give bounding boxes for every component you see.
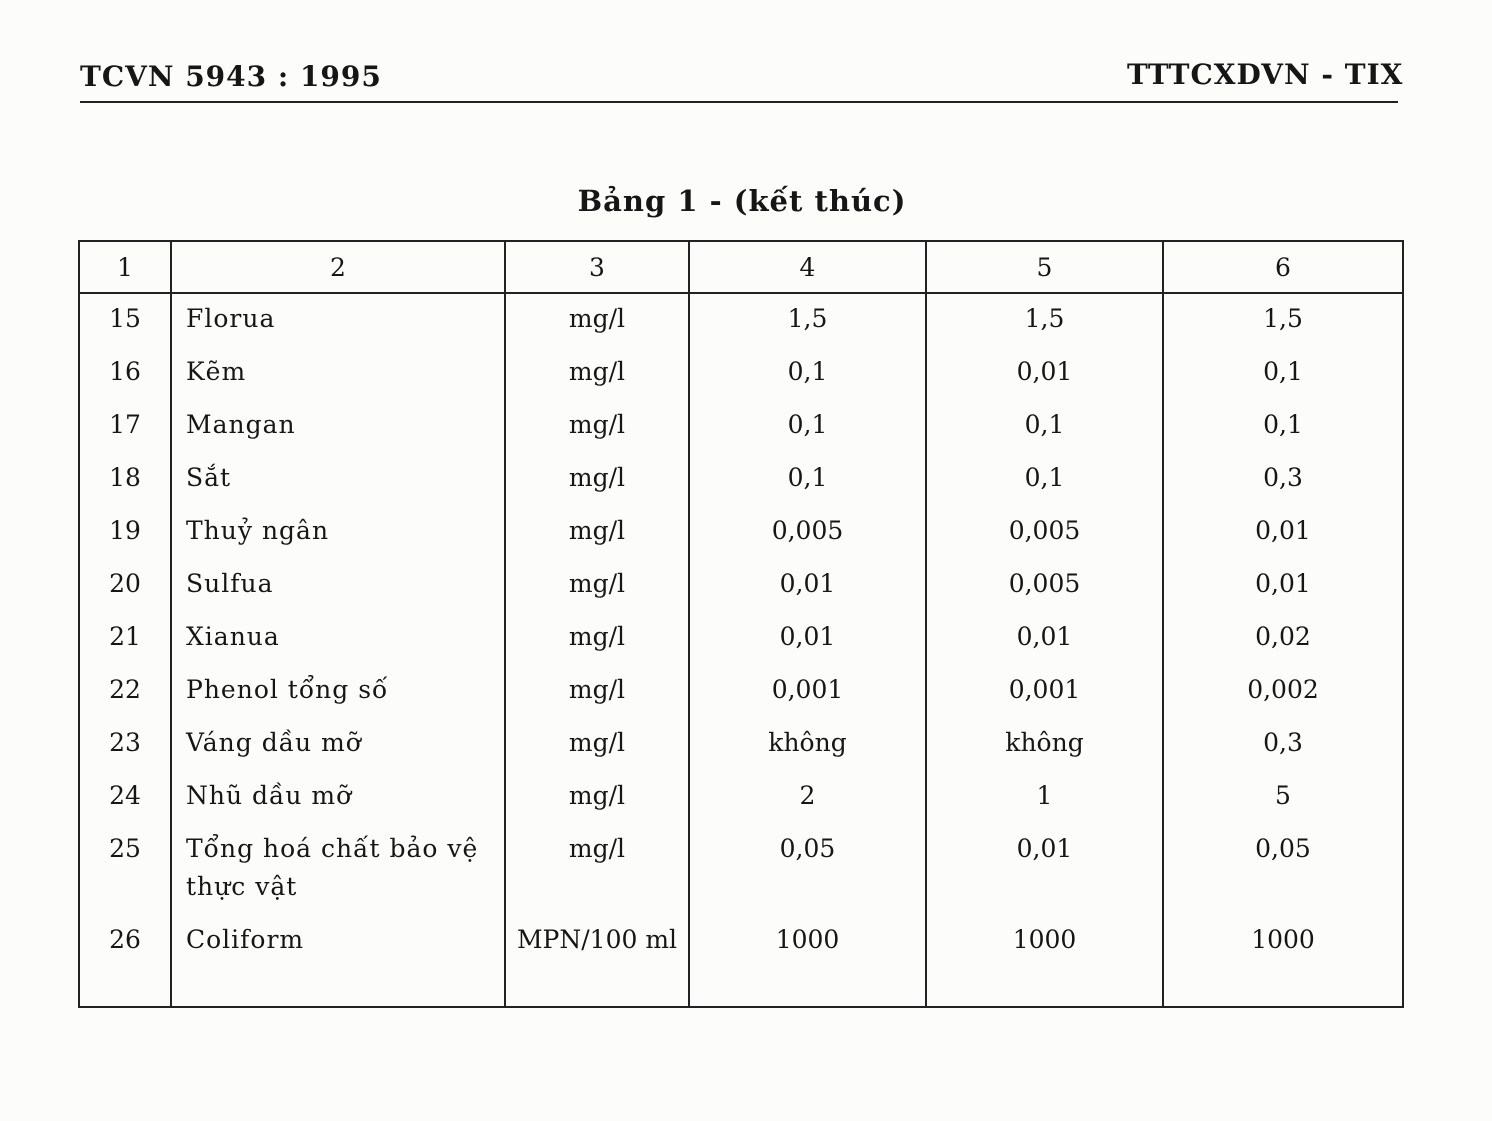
value-col4: 0,001: [689, 665, 926, 718]
value-col4: 0,01: [689, 612, 926, 665]
table-row: [79, 400, 1403, 453]
value-col5: 0,001: [926, 665, 1163, 718]
value-col6: 0,05: [1163, 824, 1403, 914]
value-col4: 0,1: [689, 400, 926, 453]
unit: mg/l: [505, 293, 689, 347]
parameter-name: Mangan: [171, 400, 505, 453]
row-number: 17: [79, 400, 171, 453]
value-col5: 1,5: [926, 293, 1163, 347]
header-divider: [80, 101, 1398, 103]
value-col5: 0,01: [926, 612, 1163, 665]
value-col5: 0,1: [926, 400, 1163, 453]
row-number: 26: [79, 914, 171, 1007]
table-row: [79, 665, 1403, 718]
table-row: [79, 612, 1403, 665]
parameter-name: Thuỷ ngân: [171, 506, 505, 559]
parameter-name: Nhũ dầu mỡ: [171, 771, 505, 824]
value-col4: 1000: [689, 914, 926, 1007]
table-title: Bảng 1 - (kết thúc): [577, 184, 907, 218]
value-col6: 1000: [1163, 914, 1403, 1007]
table-row: [79, 771, 1403, 824]
table-row: [79, 914, 1403, 1007]
parameter-name: Coliform: [171, 914, 505, 1007]
value-col6: 0,3: [1163, 453, 1403, 506]
value-col4: 0,05: [689, 824, 926, 914]
parameter-name-text: Tổng hoá chất bảo vệ thực vật: [186, 834, 479, 901]
value-col6: 0,01: [1163, 506, 1403, 559]
value-col4: 0,1: [689, 347, 926, 400]
row-number: 23: [79, 718, 171, 771]
column-header: 4: [689, 241, 926, 293]
column-header: 5: [926, 241, 1163, 293]
unit: mg/l: [505, 612, 689, 665]
value-col5: 0,01: [926, 824, 1163, 914]
row-number: 20: [79, 559, 171, 612]
row-number: 24: [79, 771, 171, 824]
value-col4: 0,005: [689, 506, 926, 559]
row-number: 25: [79, 824, 171, 914]
parameter-name: Florua: [171, 293, 505, 347]
unit: mg/l: [505, 400, 689, 453]
value-col6: 1,5: [1163, 293, 1403, 347]
value-col6: 0,02: [1163, 612, 1403, 665]
unit: mg/l: [505, 771, 689, 824]
value-col6: 0,002: [1163, 665, 1403, 718]
value-col5: không: [926, 718, 1163, 771]
unit: mg/l: [505, 824, 689, 914]
parameter-name: Sulfua: [171, 559, 505, 612]
value-col6: 5: [1163, 771, 1403, 824]
value-col5: 0,005: [926, 559, 1163, 612]
parameter-name: Sắt: [171, 453, 505, 506]
publisher-code: TTTCXDVN - TIX: [1127, 58, 1404, 91]
unit: mg/l: [505, 665, 689, 718]
value-col4: 1,5: [689, 293, 926, 347]
standard-code: TCVN 5943 : 1995: [80, 60, 382, 93]
unit: MPN/100 ml: [505, 914, 689, 1007]
value-col4: 0,01: [689, 559, 926, 612]
parameter-name: [171, 824, 505, 914]
value-col6: 0,01: [1163, 559, 1403, 612]
column-header: 3: [505, 241, 689, 293]
row-number: 19: [79, 506, 171, 559]
table-row: [79, 718, 1403, 771]
value-col6: 0,1: [1163, 347, 1403, 400]
row-number: 15: [79, 293, 171, 347]
value-col5: 0,1: [926, 453, 1163, 506]
unit: mg/l: [505, 506, 689, 559]
table-header-row: [79, 241, 1403, 293]
column-header: 2: [171, 241, 505, 293]
table-row: [79, 453, 1403, 506]
table-row: [79, 559, 1403, 612]
parameter-name: Xianua: [171, 612, 505, 665]
table-row: [79, 824, 1403, 914]
value-col6: 0,1: [1163, 400, 1403, 453]
unit: mg/l: [505, 718, 689, 771]
unit: mg/l: [505, 453, 689, 506]
row-number: 16: [79, 347, 171, 400]
value-col5: 0,01: [926, 347, 1163, 400]
value-col4: 0,1: [689, 453, 926, 506]
value-col4: 2: [689, 771, 926, 824]
row-number: 18: [79, 453, 171, 506]
value-col5: 0,005: [926, 506, 1163, 559]
value-col5: 1000: [926, 914, 1163, 1007]
parameter-name: Kẽm: [171, 347, 505, 400]
unit: mg/l: [505, 347, 689, 400]
parameter-name: Váng dầu mỡ: [171, 718, 505, 771]
value-col6: 0,3: [1163, 718, 1403, 771]
column-header: 6: [1163, 241, 1403, 293]
table-row: [79, 506, 1403, 559]
column-header: 1: [79, 241, 171, 293]
table-row: [79, 347, 1403, 400]
row-number: 21: [79, 612, 171, 665]
standards-table: [78, 240, 1404, 1008]
table-row: [79, 293, 1403, 347]
unit: mg/l: [505, 559, 689, 612]
value-col4: không: [689, 718, 926, 771]
row-number: 22: [79, 665, 171, 718]
value-col5: 1: [926, 771, 1163, 824]
parameter-name: Phenol tổng số: [171, 665, 505, 718]
